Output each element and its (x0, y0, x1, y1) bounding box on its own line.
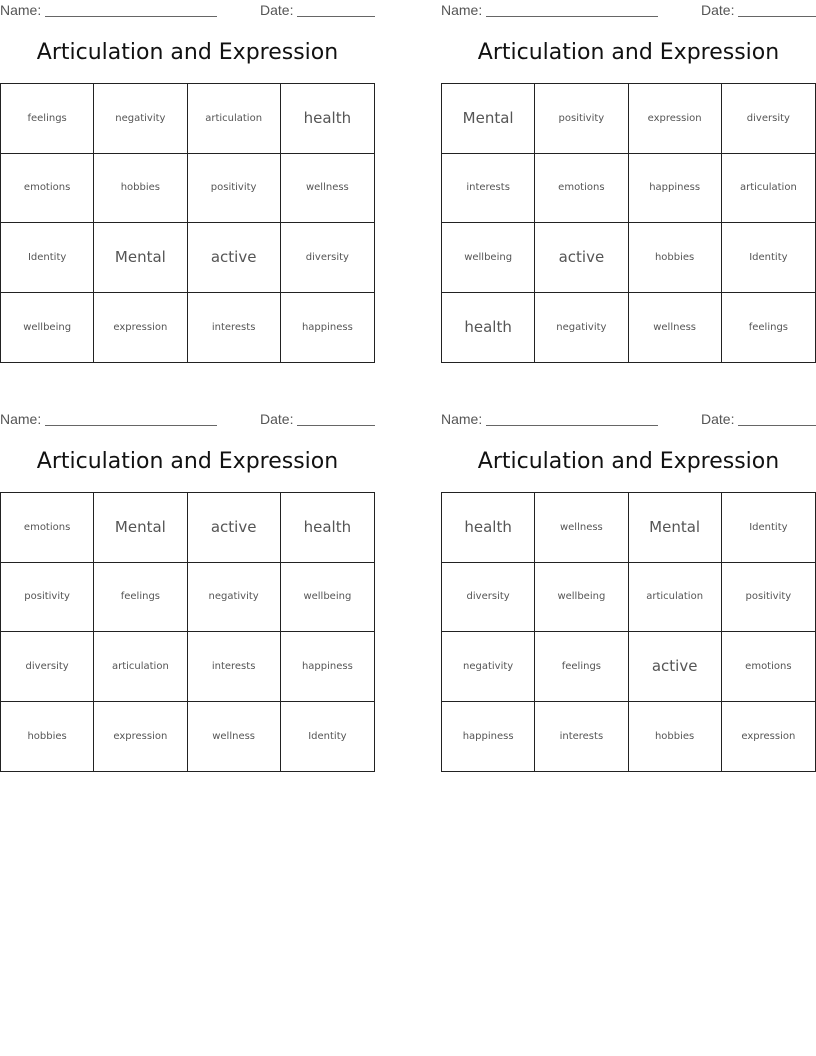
grid-cell: expression (741, 730, 796, 742)
name-blank-line (486, 425, 658, 426)
date-blank-line (297, 425, 375, 426)
date-blank-line (738, 16, 816, 17)
grid-cell: health (442, 293, 535, 363)
grid-cell: happiness (301, 321, 353, 333)
date-label: Date: (260, 411, 294, 427)
grid-cell: emotions (722, 632, 815, 702)
grid-cell: articulation (188, 84, 281, 154)
bingo-card-3 (0, 409, 375, 781)
grid-cell: happiness (442, 702, 535, 772)
grid-cell: expression (94, 293, 187, 363)
grid-cell: hobbies (629, 223, 722, 293)
grid-cell: feelings (94, 563, 187, 633)
grid-cell: emotions (535, 154, 628, 224)
grid-cell: wellness (188, 702, 281, 772)
grid-cell: positivity (1, 563, 94, 633)
card-title: Articulation and Expression (36, 40, 339, 65)
card-title: Articulation and Expression (36, 449, 339, 474)
grid-cell: articulation (94, 632, 187, 702)
name-blank-line (486, 16, 658, 17)
grid-cell: diversity (1, 632, 94, 702)
bingo-grid (0, 83, 375, 363)
name-label: Name: (441, 2, 483, 18)
grid-cell: wellness (281, 154, 374, 224)
name-blank-line (45, 16, 217, 17)
grid-cell: interests (442, 154, 535, 224)
grid-cell: Mental (629, 493, 722, 563)
grid-cell: diversity (722, 84, 815, 154)
name-date-row (441, 409, 816, 431)
bingo-grid (441, 83, 816, 363)
bingo-card-4 (441, 409, 816, 781)
name-date-row (441, 0, 816, 22)
grid-cell: active (629, 632, 722, 702)
grid-cell: interests (535, 702, 628, 772)
grid-cell: negativity (442, 632, 535, 702)
grid-cell: feelings (535, 632, 628, 702)
grid-cell: happiness (281, 632, 374, 702)
grid-cell: diversity (281, 223, 374, 293)
grid-cell: happiness (629, 154, 722, 224)
grid-cell: wellness (535, 493, 628, 563)
grid-cell: negativity (94, 84, 187, 154)
name-date-row (0, 409, 375, 431)
grid-cell: Identity (722, 223, 815, 293)
grid-cell: health (442, 493, 535, 563)
grid-cell: hobbies (1, 702, 94, 772)
bingo-card-1 (0, 0, 375, 372)
grid-cell: active (188, 493, 281, 563)
grid-cell: feelings (1, 84, 94, 154)
grid-cell: active (188, 223, 281, 293)
grid-cell: wellness (629, 293, 722, 363)
bingo-card-2 (441, 0, 816, 372)
name-date-row (0, 0, 375, 22)
grid-cell: negativity (188, 563, 281, 633)
grid-cell: Mental (442, 84, 535, 154)
date-label: Date: (701, 2, 735, 18)
grid-cell: expression (94, 702, 187, 772)
card-title: Articulation and Expression (477, 449, 780, 474)
grid-cell: health (281, 493, 374, 563)
date-blank-line (297, 16, 375, 17)
grid-cell: health (281, 84, 374, 154)
grid-cell: emotions (1, 154, 94, 224)
grid-cell: interests (188, 293, 281, 363)
grid-cell: Identity (1, 223, 94, 293)
grid-cell: emotions (1, 493, 94, 563)
grid-cell: wellbeing (281, 563, 374, 633)
grid-cell: positivity (535, 84, 628, 154)
grid-cell: wellbeing (442, 223, 535, 293)
grid-cell: wellbeing (1, 293, 94, 363)
name-label: Name: (0, 2, 42, 18)
date-label: Date: (260, 2, 294, 18)
name-blank-line (45, 425, 217, 426)
grid-cell: Identity (722, 493, 815, 563)
grid-cell: hobbies (94, 154, 187, 224)
grid-cell: articulation (722, 154, 815, 224)
grid-cell: interests (188, 632, 281, 702)
card-title: Articulation and Expression (477, 40, 780, 65)
grid-cell: expression (629, 84, 722, 154)
grid-cell: Mental (94, 493, 187, 563)
grid-cell: articulation (629, 563, 722, 633)
grid-cell: wellbeing (535, 563, 628, 633)
grid-cell: feelings (748, 321, 789, 333)
date-label: Date: (701, 411, 735, 427)
grid-cell: hobbies (629, 702, 722, 772)
grid-cell: positivity (188, 154, 281, 224)
date-blank-line (738, 425, 816, 426)
grid-cell: Mental (94, 223, 187, 293)
name-label: Name: (441, 411, 483, 427)
grid-cell: Identity (308, 730, 347, 742)
grid-cell: positivity (722, 563, 815, 633)
bingo-grid (0, 492, 375, 772)
grid-cell: active (535, 223, 628, 293)
grid-cell: negativity (535, 293, 628, 363)
name-label: Name: (0, 411, 42, 427)
bingo-grid (441, 492, 816, 772)
grid-cell: diversity (442, 563, 535, 633)
